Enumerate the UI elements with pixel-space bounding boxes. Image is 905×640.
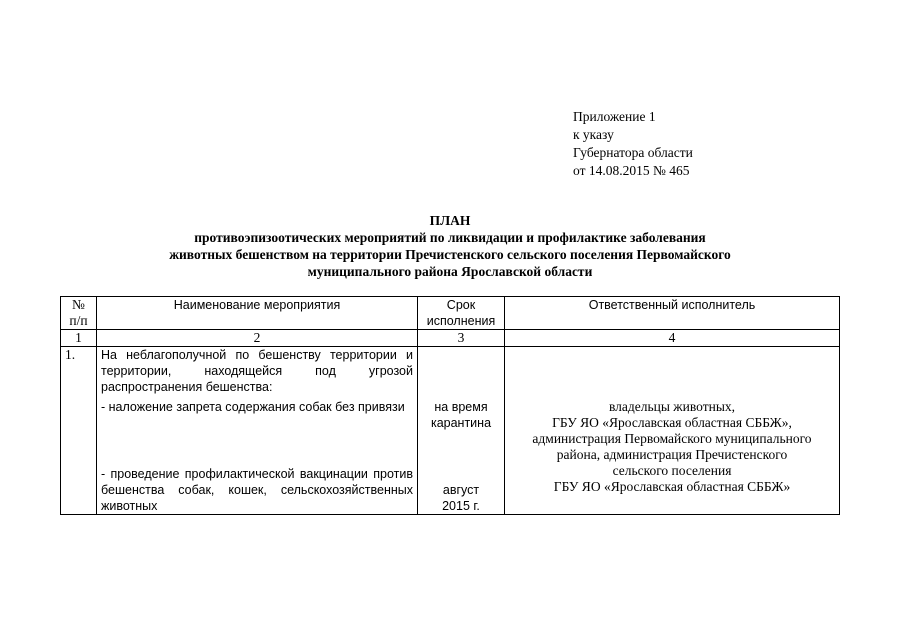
- header-term: [418, 297, 505, 330]
- plan-table: [60, 296, 840, 515]
- column-numbers-row: [61, 330, 840, 347]
- executor-1-line-2: ГБУ ЯО «Ярославская областная СББЖ»,: [552, 415, 792, 430]
- header-number: [61, 297, 97, 330]
- annex-line-1: Приложение 1: [573, 109, 656, 124]
- row-executors: [505, 347, 840, 515]
- annex-line-4: от 14.08.2015 № 465: [573, 163, 690, 178]
- table-row: [61, 347, 840, 515]
- row-intro: На неблагополучной по бешенству территории и территории, находящейся под угрозой распространения бешенства:: [101, 348, 413, 394]
- title-line-2: противоэпизоотических мероприятий по ликвидации и профилактике заболевания: [194, 230, 706, 245]
- term-2-line-1: август: [442, 483, 480, 497]
- activity-1: - наложение запрета содержания собак без привязи: [101, 400, 405, 414]
- executor-1-line-4: района, администрация Пречистенского: [556, 447, 788, 462]
- row-terms: [418, 347, 505, 515]
- annex-block: [573, 108, 693, 180]
- header-number-line-2: п/п: [69, 313, 88, 328]
- executor-1-line-3: администрация Первомайского муниципального: [532, 431, 812, 446]
- header-name: Наименование мероприятия: [97, 297, 418, 330]
- title-line-4: муниципального района Ярославской области: [307, 264, 593, 279]
- row-activities: [97, 347, 418, 515]
- annex-line-3: Губернатора области: [573, 145, 693, 160]
- header-term-line-1: Срок: [446, 298, 476, 312]
- header-term-line-2: исполнения: [426, 314, 496, 328]
- header-number-line-1: №: [72, 297, 85, 312]
- title-line-3: животных бешенством на территории Пречистенского сельского поселения Первомайского: [169, 247, 731, 262]
- header-executor: Ответственный исполнитель: [505, 297, 840, 330]
- term-2-line-2: 2015 г.: [442, 499, 480, 513]
- term-1-line-2: карантина: [430, 416, 492, 430]
- annex-line-2: к указу: [573, 127, 614, 142]
- activity-2: - проведение профилактической вакцинации против бешенства собак, кошек, сельскохозяйственных животных: [101, 467, 413, 513]
- column-number-3: 3: [418, 330, 505, 347]
- row-number: 1.: [61, 347, 97, 515]
- table-header-row: [61, 297, 840, 330]
- document-title: [60, 212, 840, 280]
- column-number-4: 4: [505, 330, 840, 347]
- term-1-line-1: на время: [434, 400, 488, 414]
- executor-2: ГБУ ЯО «Ярославская областная СББЖ»: [553, 479, 791, 494]
- column-number-2: 2: [97, 330, 418, 347]
- executor-1-line-1: владельцы животных,: [608, 399, 736, 414]
- executor-1-line-5: сельского поселения: [612, 463, 732, 478]
- title-line-1: ПЛАН: [429, 213, 471, 228]
- column-number-1: 1: [61, 330, 97, 347]
